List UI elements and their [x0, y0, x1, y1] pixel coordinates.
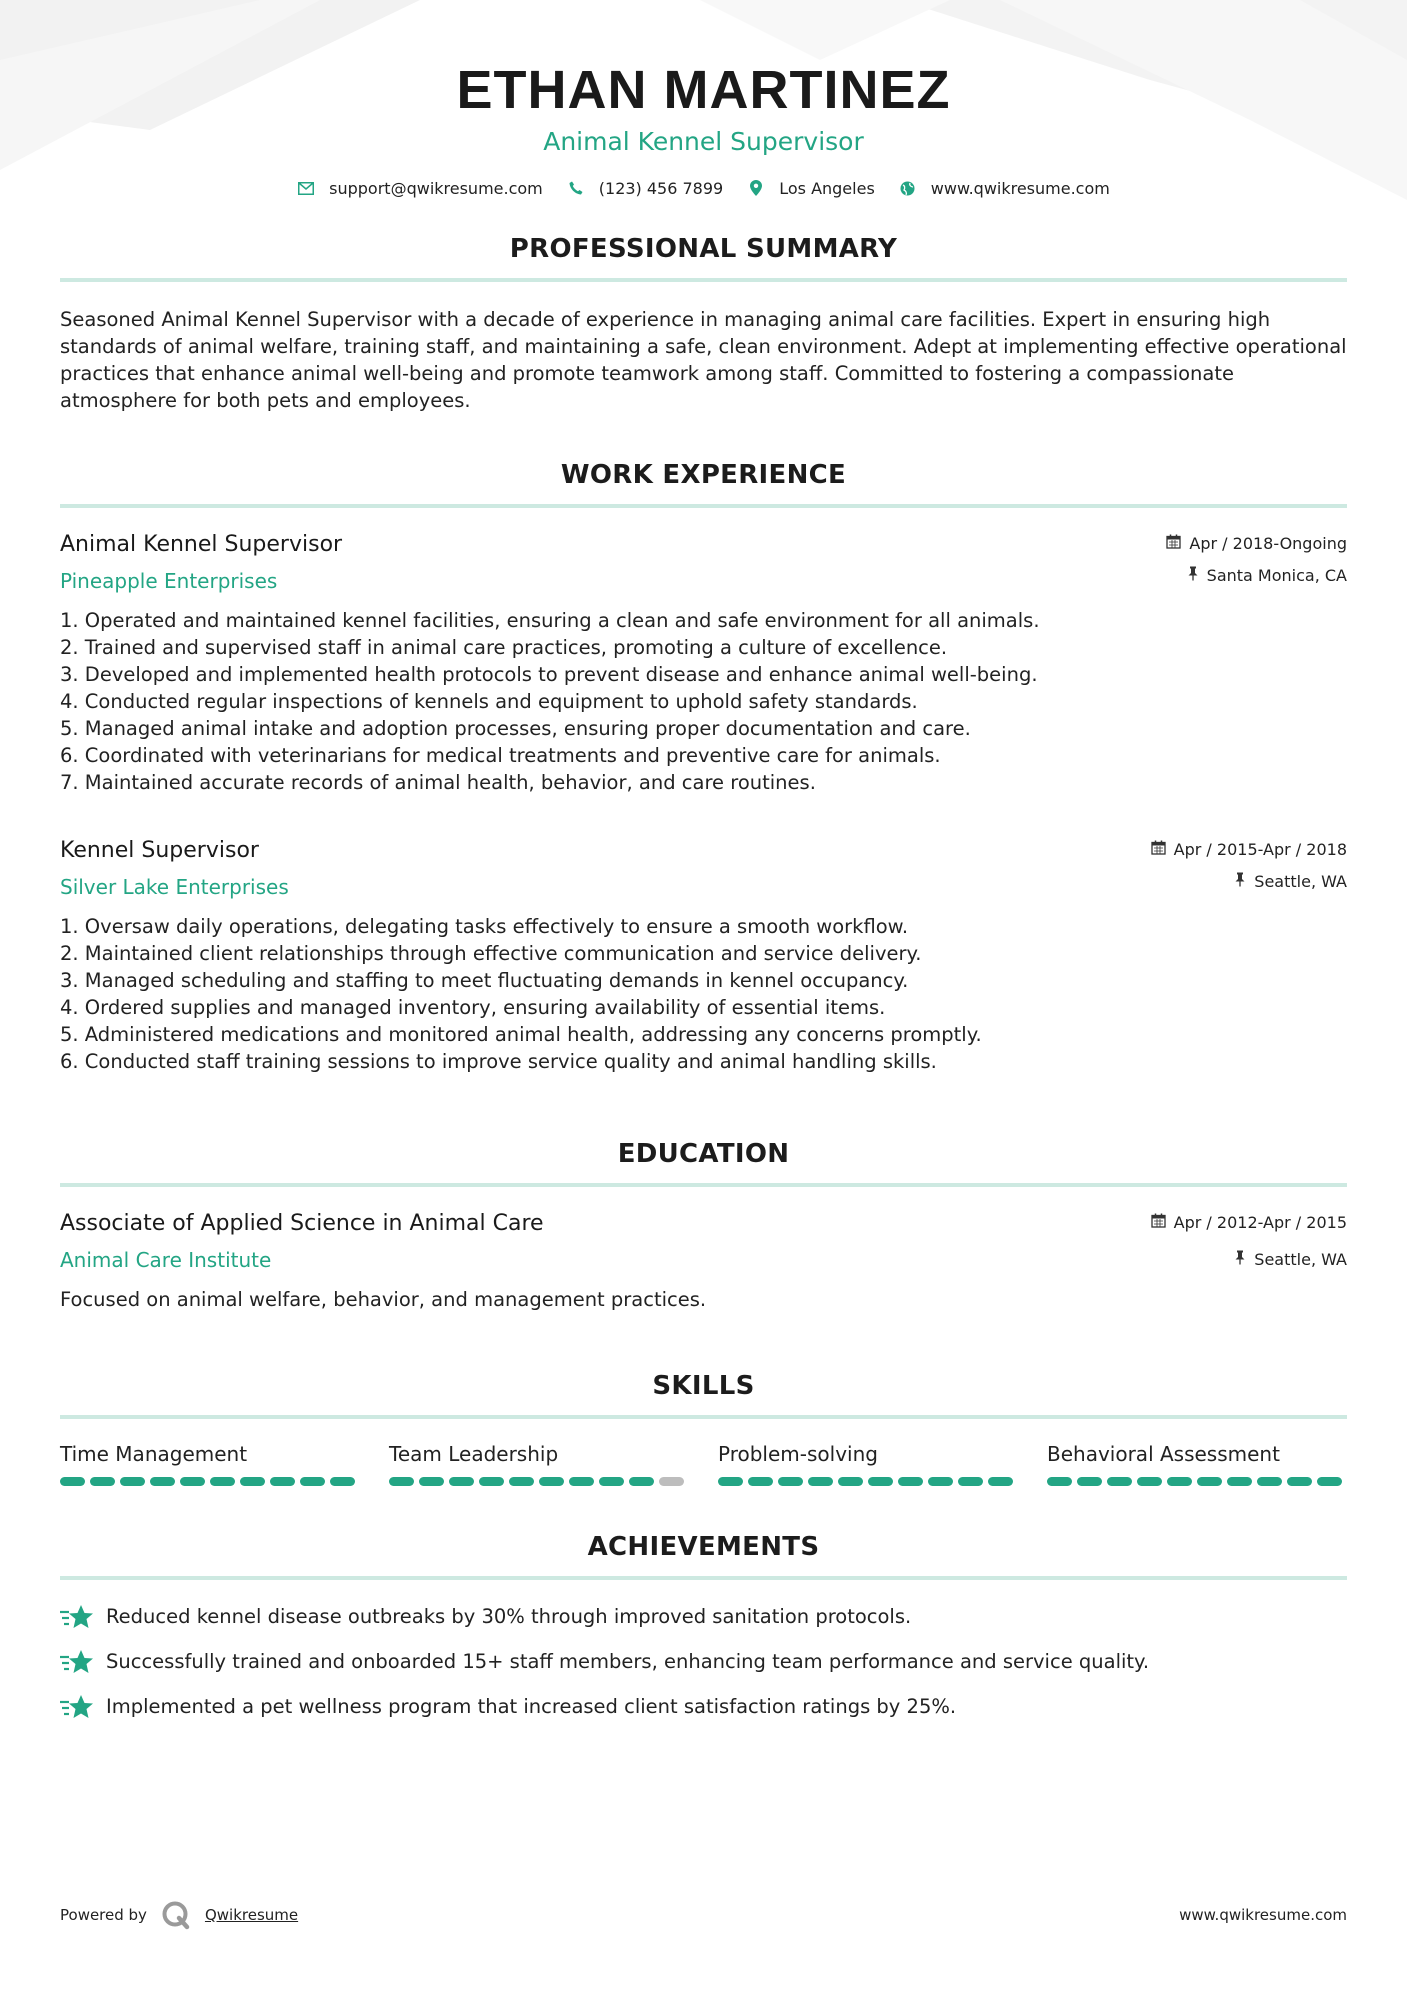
star-icon: [60, 1647, 94, 1677]
job-title: Animal Kennel Supervisor: [60, 532, 343, 557]
skill-dot-filled: [629, 1477, 654, 1486]
skill-dot-filled: [60, 1477, 85, 1486]
summary-heading: PROFESSIONAL SUMMARY: [509, 234, 898, 264]
skill-level-bar: [718, 1477, 1018, 1486]
skill-dot-filled: [479, 1477, 504, 1486]
skill-dot-filled: [838, 1477, 863, 1486]
job-dates: Apr / 2015-Apr / 2018: [1173, 839, 1347, 859]
skill-dot-filled: [1227, 1477, 1252, 1486]
job-company: Silver Lake Enterprises: [60, 875, 289, 899]
list-item: 2. Maintained client relationships through effective communication and service delivery.: [60, 942, 922, 965]
contact-email[interactable]: [297, 179, 543, 198]
job-bullets: [60, 607, 1347, 796]
contact-bar: [60, 172, 1347, 204]
skill-dot-filled: [748, 1477, 773, 1486]
phone-icon: [567, 179, 585, 197]
list-item: 4. Ordered supplies and managed inventory, ensuring availability of essential items.: [60, 996, 886, 1019]
skill-dot-filled: [509, 1477, 534, 1486]
achievement-item: [60, 1684, 1347, 1729]
skill-name: Time Management: [60, 1442, 248, 1466]
powered-by-label: Powered by: [60, 1906, 147, 1924]
job-entry: [60, 532, 1347, 796]
skill-dot-filled: [599, 1477, 624, 1486]
skill-dot-filled: [1107, 1477, 1132, 1486]
list-item: 1. Operated and maintained kennel facilities, ensuring a clean and safe environment for all animals.: [60, 609, 1040, 632]
contact-location: [747, 179, 875, 198]
skill-level-bar: [389, 1477, 689, 1486]
skill-dot-filled: [539, 1477, 564, 1486]
skill-name: Team Leadership: [389, 1442, 559, 1466]
skills-section: [60, 1371, 1347, 1486]
skill-dot-filled: [718, 1477, 743, 1486]
job-location: Seattle, WA: [1254, 871, 1347, 891]
list-item: 5. Administered medications and monitored animal health, addressing any concerns promptly.: [60, 1023, 982, 1046]
website-text: www.qwikresume.com: [930, 178, 1110, 198]
achievement-text: Implemented a pet wellness program that increased client satisfaction ratings by 25%.: [106, 1695, 957, 1718]
footer-website[interactable]: www.qwikresume.com: [1179, 1906, 1347, 1924]
summary-section: [60, 234, 1347, 414]
skill-dot-filled: [1287, 1477, 1312, 1486]
location-text: Los Angeles: [779, 178, 875, 198]
candidate-title: Animal Kennel Supervisor: [543, 127, 864, 156]
list-item: 6. Conducted staff training sessions to improve service quality and animal handling skills.: [60, 1050, 937, 1073]
skill-dot-filled: [1317, 1477, 1342, 1486]
pin-icon: [1234, 1250, 1254, 1269]
list-item: 3. Developed and implemented health protocols to prevent disease and enhance animal well-being.: [60, 663, 1038, 686]
skill-dot-filled: [300, 1477, 325, 1486]
qwikresume-logo: [161, 1900, 191, 1930]
skill-dot-filled: [240, 1477, 265, 1486]
skill-dot-filled: [419, 1477, 444, 1486]
globe-icon: [899, 179, 917, 197]
contact-website[interactable]: [899, 179, 1110, 198]
skill-dot-filled: [389, 1477, 414, 1486]
skill-dot-filled: [1047, 1477, 1072, 1486]
skill-dot-filled: [778, 1477, 803, 1486]
achievement-item: [60, 1594, 1347, 1639]
school-name: Animal Care Institute: [60, 1248, 272, 1272]
star-icon: [60, 1692, 94, 1722]
section-divider: [60, 1576, 1347, 1580]
achievements-heading: ACHIEVEMENTS: [587, 1532, 820, 1562]
education-description: Focused on animal welfare, behavior, and management practices.: [60, 1288, 707, 1311]
job-entry: [60, 838, 1347, 1075]
calendar-icon: [1151, 840, 1174, 859]
education-heading: EDUCATION: [617, 1139, 790, 1169]
list-item: 6. Coordinated with veterinarians for medical treatments and preventive care for animals.: [60, 744, 941, 767]
education-location: Seattle, WA: [1254, 1249, 1347, 1269]
list-item: 5. Managed animal intake and adoption processes, ensuring proper documentation and care.: [60, 717, 971, 740]
qwikresume-link[interactable]: Qwikresume: [204, 1906, 299, 1924]
skill-item: [1047, 1441, 1347, 1486]
list-item: 2. Trained and supervised staff in animal care practices, promoting a culture of excellence.: [60, 636, 948, 659]
achievement-text: Reduced kennel disease outbreaks by 30% through improved sanitation protocols.: [106, 1605, 912, 1628]
skill-dot-filled: [1167, 1477, 1192, 1486]
skill-level-bar: [60, 1477, 360, 1486]
skill-dot-filled: [868, 1477, 893, 1486]
job-title: Kennel Supervisor: [60, 838, 259, 863]
skill-dot-filled: [1257, 1477, 1282, 1486]
skill-dot-empty: [659, 1477, 684, 1486]
job-dates: Apr / 2018-Ongoing: [1189, 533, 1347, 553]
list-item: 7. Maintained accurate records of animal health, behavior, and care routines.: [60, 771, 816, 794]
skill-dot-filled: [958, 1477, 983, 1486]
job-bullets: [60, 913, 1347, 1075]
education-entry: [60, 1211, 1347, 1313]
achievement-text: Successfully trained and onboarded 15+ staff members, enhancing team performance and service quality.: [106, 1650, 1150, 1673]
candidate-name: ETHAN MARTINEZ: [456, 60, 951, 120]
list-item: 1. Oversaw daily operations, delegating tasks effectively to ensure a smooth workflow.: [60, 915, 909, 938]
experience-heading: WORK EXPERIENCE: [560, 460, 847, 490]
contact-phone[interactable]: [567, 179, 723, 198]
section-divider: [60, 1183, 1347, 1187]
education-dates: Apr / 2012-Apr / 2015: [1173, 1212, 1347, 1232]
email-text: support@qwikresume.com: [329, 178, 543, 198]
experience-section: [60, 460, 1347, 1075]
skill-name: Behavioral Assessment: [1047, 1442, 1280, 1466]
achievements-list: [60, 1594, 1347, 1729]
skill-level-bar: [1047, 1477, 1347, 1486]
skill-dot-filled: [898, 1477, 923, 1486]
skill-dot-filled: [270, 1477, 295, 1486]
degree-title: Associate of Applied Science in Animal Care: [60, 1211, 544, 1236]
summary-text: Seasoned Animal Kennel Supervisor with a decade of experience in managing animal care facilities. Expert in ensuring high standards of animal welfare, training staff, and maintaining a safe, clean environment. Adept at implementing effective operational practices that enhance animal well-being and promote teamwork among staff. Committed to fostering a compassionate atmosphere for both pets and employees.: [60, 308, 1347, 412]
skill-dot-filled: [1137, 1477, 1162, 1486]
job-location: Santa Monica, CA: [1206, 565, 1347, 585]
skill-dot-filled: [210, 1477, 235, 1486]
map-marker-icon: [747, 179, 765, 197]
pin-icon: [1187, 566, 1207, 585]
achievement-item: [60, 1639, 1347, 1684]
skill-dot-filled: [808, 1477, 833, 1486]
skills-list: [60, 1441, 1347, 1486]
achievements-section: [60, 1532, 1347, 1729]
list-item: 3. Managed scheduling and staffing to meet fluctuating demands in kennel occupancy.: [60, 969, 909, 992]
skill-name: Problem-solving: [718, 1442, 878, 1466]
skill-dot-filled: [180, 1477, 205, 1486]
skill-dot-filled: [569, 1477, 594, 1486]
skills-heading: SKILLS: [652, 1371, 755, 1401]
section-divider: [60, 278, 1347, 282]
calendar-icon: [1151, 1213, 1174, 1232]
job-company: Pineapple Enterprises: [60, 569, 278, 593]
skill-dot-filled: [150, 1477, 175, 1486]
skill-dot-filled: [449, 1477, 474, 1486]
footer: [60, 1900, 1347, 1930]
phone-text: (123) 456 7899: [598, 178, 724, 198]
skill-dot-filled: [120, 1477, 145, 1486]
section-divider: [60, 504, 1347, 508]
envelope-icon: [297, 179, 315, 197]
skill-item: [718, 1441, 1018, 1486]
skill-dot-filled: [1077, 1477, 1102, 1486]
skill-dot-filled: [1197, 1477, 1222, 1486]
skill-dot-filled: [988, 1477, 1013, 1486]
skill-item: [60, 1441, 360, 1486]
section-divider: [60, 1415, 1347, 1419]
pin-icon: [1234, 872, 1254, 891]
skill-item: [389, 1441, 689, 1486]
skill-dot-filled: [928, 1477, 953, 1486]
skill-dot-filled: [90, 1477, 115, 1486]
education-section: [60, 1139, 1347, 1313]
calendar-icon: [1166, 534, 1189, 553]
star-icon: [60, 1602, 94, 1632]
list-item: 4. Conducted regular inspections of kennels and equipment to uphold safety standards.: [60, 690, 918, 713]
skill-dot-filled: [330, 1477, 355, 1486]
